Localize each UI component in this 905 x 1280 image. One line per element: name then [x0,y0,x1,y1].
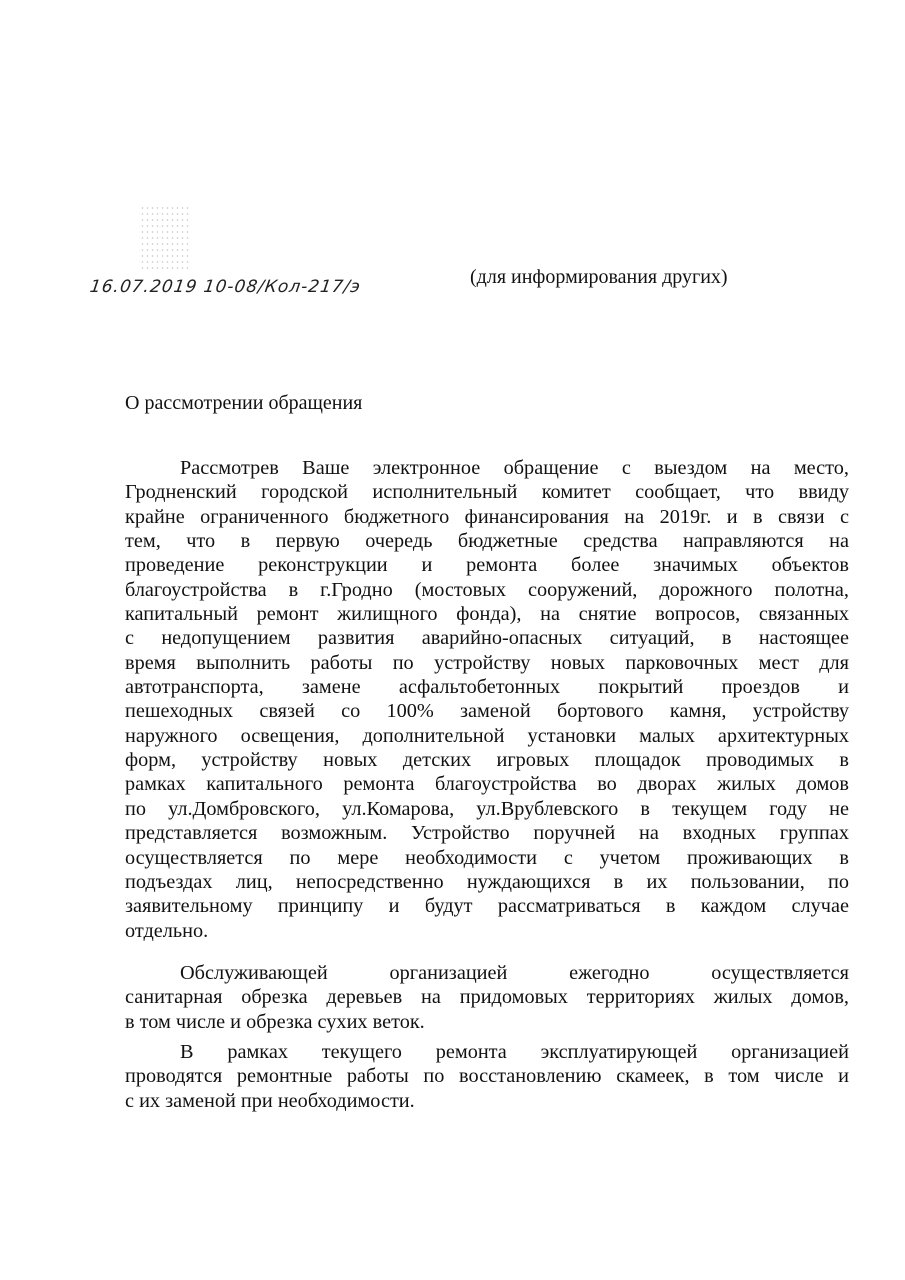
text-line: проведение реконструкции и ремонта более значимых объектов [125,554,849,577]
distribution-note: (для информирования других) [470,266,728,288]
text-line: заявительному принципу и будут рассматриваться в каждом случае [125,895,849,918]
text-line: крайне ограниченного бюджетного финансирования на 2019г. и в связи с [125,505,849,528]
text-line: Рассмотрев Ваше электронное обращение с выездом на место, [180,457,849,479]
subject-line: О рассмотрении обращения [125,392,363,414]
faint-stamp [140,205,190,270]
text-line: в том числе и обрезка сухих веток. [125,1010,425,1033]
text-line: благоустройства в г.Гродно (мостовых сооружений, дорожного полотна, [125,578,849,601]
text-line: осуществляется по мере необходимости с учетом проживающих в [125,846,849,869]
text-line: представляется возможным. Устройство поручней на входных группах [125,822,849,845]
text-line: подъездах лиц, непосредственно нуждающихся в их пользовании, по [125,870,849,893]
text-line: рамках капитального ремонта благоустройства во дворах жилых домов [125,773,849,796]
paragraph [125,456,849,943]
text-line: Обслуживающей организацией ежегодно осуществляется [180,961,849,984]
text-line: пешеходных связей со 100% заменой бортового камня, устройству [125,700,849,723]
text-line: с недопущением развития аварийно-опасных ситуаций, в настоящее [125,627,849,650]
text-line: форм, устройству новых детских игровых площадок проводимых в [125,749,849,772]
text-line: автотранспорта, замене асфальтобетонных покрытий проездов и [125,676,849,699]
text-line: отдельно. [125,919,209,942]
paragraph [125,1040,849,1113]
text-line: наружного освещения, дополнительной установки малых архитектурных [125,724,849,747]
text-line: капитальный ремонт жилищного фонда), на снятие вопросов, связанных [125,603,849,626]
letter-body [125,456,849,1113]
text-line: по ул.Домбровского, ул.Комарова, ул.Врублевского в текущем году не [125,797,849,820]
text-line: Гродненский городской исполнительный комитет сообщает, что ввиду [125,481,849,504]
text-line: санитарная обрезка деревьев на придомовых территориях жилых домов, [125,986,849,1009]
text-line: время выполнить работы по устройству новых парковочных мест для [125,651,849,674]
text-line: с их заменой при необходимости. [125,1089,415,1112]
text-line: проводятся ремонтные работы по восстановлению скамеек, в том числе и [125,1065,849,1088]
text-line: В рамках текущего ремонта эксплуатирующей организацией [180,1040,849,1063]
handwritten-reference: 16.07.2019 10-08/Кол-217/э [88,277,363,297]
paragraph [125,961,849,1034]
text-line: тем, что в первую очередь бюджетные средства направляются на [125,530,849,553]
